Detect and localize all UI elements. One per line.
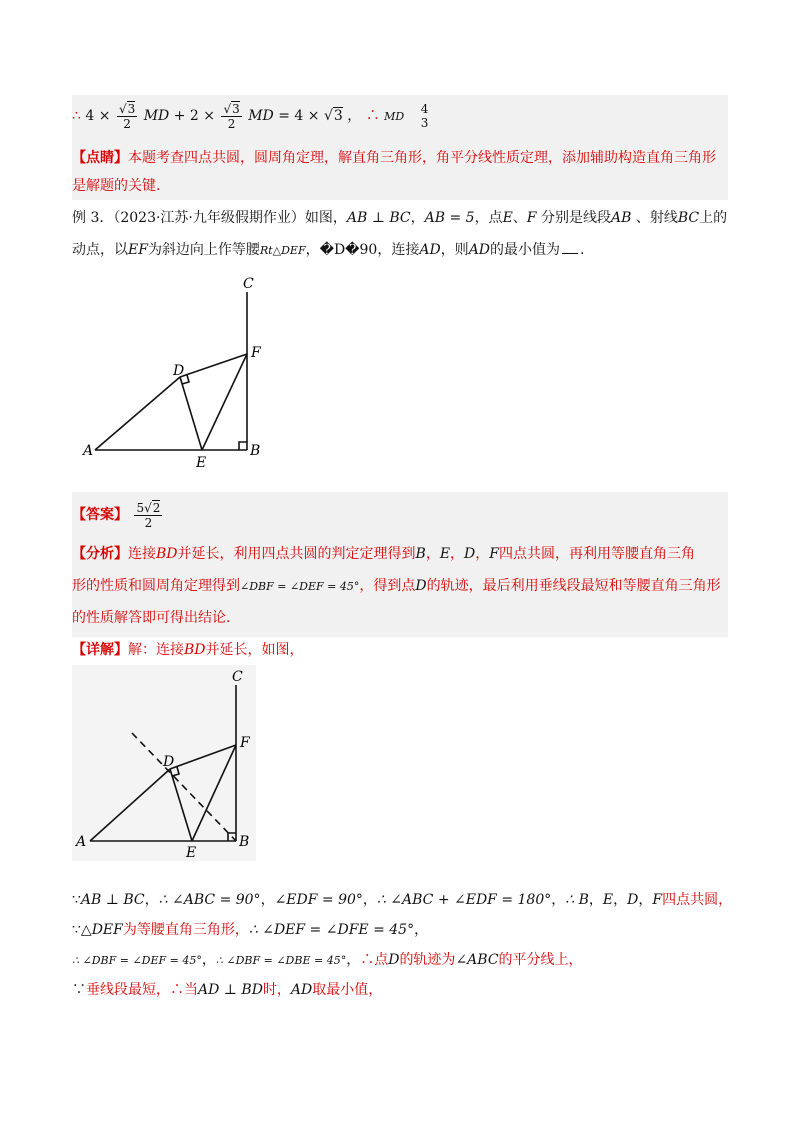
p1-e: E (602, 892, 614, 908)
p1-angle-edf: ∠EDF = 90° (274, 892, 363, 908)
den-2-b: 2 (227, 116, 236, 131)
fig1-line-de (180, 377, 202, 450)
p1-sep-4: ， (551, 892, 566, 908)
p3-d: D (388, 952, 400, 968)
dianjing-line-2 (72, 176, 160, 196)
fig1-label-f: F (251, 345, 261, 361)
ex-text-ray: 、射线 (631, 210, 678, 226)
md-term-b: MD (248, 108, 274, 124)
an-sep-2: ， (450, 546, 465, 562)
p3-sep-2: ， (346, 952, 361, 968)
plus-sign: + (173, 108, 186, 124)
md-term-a: MD (143, 108, 170, 124)
p3-angle-abc: ∠ABC (455, 952, 499, 968)
p1-f: F (652, 892, 663, 908)
p3-text-locus: 的轨迹为 (399, 952, 456, 968)
analysis-line-1 (72, 544, 695, 564)
eq-coef-1: 4 (85, 108, 95, 124)
ex-text-min: 的最小值为 (490, 242, 561, 258)
ex-ad-2: AD (468, 242, 491, 258)
fig1-label-a: A (83, 443, 94, 459)
ex-text-segment: 分别是线段 (536, 210, 611, 226)
ex-text-then: ，则 (440, 242, 469, 258)
p3-angle-dbf-dbe: ∴ ∠DBF = ∠DBE = 45° (215, 954, 347, 967)
dianjing-text-1: 本题考查四点共圆，圆周角定理，解直角三角形，角平分线性质定理，添加辅助构造直角三角形 (128, 150, 716, 166)
fig2-line-ad (90, 769, 170, 841)
p3-text-point: ∴点 (360, 952, 389, 968)
eq-coef-2: 2 (189, 108, 199, 124)
ab-perp-bc: AB ⊥ BC (346, 210, 411, 226)
p1-ab-perp: AB ⊥ BC (80, 892, 145, 908)
fig2-label-f: F (240, 735, 250, 751)
fig1-label-c: C (243, 276, 254, 292)
ex-garbled-angle: �D�90 (319, 242, 378, 258)
ex-text-on: 上的 (699, 210, 728, 226)
p1-sep-6: ， (613, 892, 628, 908)
p2-sep: ， (414, 922, 429, 938)
answer-coef-5: 5 (136, 500, 145, 515)
p2-angle-eq: ∴ ∠DEF = ∠DFE = 45° (248, 922, 415, 938)
fig1-line-ef (202, 354, 247, 450)
ex-ef: EF (128, 242, 148, 258)
fig2-label-b: B (239, 834, 250, 850)
an-angle-eq: ∠DBF = ∠DEF = 45° (240, 580, 360, 593)
example-line-2 (72, 240, 584, 261)
den-3: 3 (420, 116, 429, 130)
an-f: F (489, 546, 499, 562)
ex-f: F (526, 210, 537, 226)
ex-text-hypotenuse: 为斜边向上作等腰 (147, 242, 260, 258)
sqrt-3-a: 3 (127, 101, 136, 116)
an-b: B (415, 546, 426, 562)
p4-ad-perp-bd: AD ⊥ BD (198, 982, 263, 998)
an-connect: 连接 (128, 546, 156, 562)
ex-rt-def: Rt△DEF (259, 244, 306, 257)
proof-line-3 (72, 950, 583, 971)
fraction-sqrt3-over-2-a: $\frac{√3}{2}$ (118, 101, 136, 131)
p3-text-bisector: 的平分线上， (498, 952, 583, 968)
therefore-symbol: ∴ (72, 108, 81, 124)
ab-equals-5: AB = 5 (424, 210, 475, 226)
answer-tag: 【答案】 (72, 507, 128, 523)
fraction-sqrt3-over-2-b: $\frac{√3}{2}$ (223, 101, 240, 131)
fig1-right-angle-b (239, 442, 247, 450)
num-4: 4 (420, 102, 429, 116)
ex-text-point: ，点 (474, 210, 503, 226)
fig1-label-e: E (196, 455, 207, 471)
p1-concyclic: 四点共圆， (662, 892, 733, 908)
ex-text-moving: 动点，以 (72, 242, 128, 258)
an-sep-3: ， (475, 546, 490, 562)
ex-period: . (580, 242, 585, 258)
p4-ad: AD (290, 982, 313, 998)
p1-sep-3: ， (362, 892, 377, 908)
rhs-term: 4 × (294, 108, 324, 124)
answer-den-2: 2 (144, 515, 153, 530)
proof-line-2 (72, 920, 428, 940)
times-2: × (203, 108, 215, 124)
fig2-label-a: A (76, 834, 87, 850)
p1-because: ∵ (72, 892, 81, 908)
ex-text-connect: ，连接 (377, 242, 420, 258)
p1-sep-5: ， (588, 892, 603, 908)
p1-angle-sum: ∴ ∠ABC + ∠EDF = 180° (376, 892, 552, 908)
answer-fraction: $\frac{5√2}{2}$ (136, 500, 161, 530)
dianjing-text-2: 是解题的关键. (72, 178, 161, 194)
detail-line (72, 640, 304, 660)
dianjing-line-1 (72, 148, 716, 168)
an-text-6: 的性质解答即可得出结论. (72, 610, 231, 626)
detail-text-1: 解：连接 (128, 642, 184, 658)
figure-1 (80, 275, 280, 475)
p3-sep-1: ， (201, 952, 216, 968)
answer-line (72, 497, 164, 533)
proof-line-4 (72, 980, 382, 1000)
fig1-label-d: D (173, 363, 185, 379)
p2-because: ∵ (72, 922, 81, 938)
analysis-line-2 (72, 576, 721, 597)
p2-isosceles-text: 为等腰直角三角形， (122, 922, 249, 938)
p1-angle-abc: ∴ ∠ABC = 90° (158, 892, 261, 908)
p1-sep-7: ， (638, 892, 653, 908)
fig2-line-de (170, 769, 192, 841)
an-d-2: D (415, 578, 427, 594)
rhs-sqrt-3: 3 (333, 108, 343, 124)
comma-1: ， (347, 108, 362, 124)
p1-b: ∴ B (565, 892, 589, 908)
ex-ad: AD (419, 242, 441, 258)
ex-sep-2: 、 (512, 210, 527, 226)
answer-blank (562, 241, 578, 254)
answer-sqrt-2: 2 (152, 500, 161, 515)
an-text-1: 并延长，利用四点共圆的判定定理得到 (177, 546, 416, 562)
p1-sep-1: ， (144, 892, 159, 908)
therefore-symbol-2: ∴ (365, 108, 380, 124)
den-2-a: 2 (123, 116, 131, 131)
dianjing-tag: 【点睛】 (72, 150, 128, 166)
p4-text-min: 取最小值， (312, 982, 383, 998)
fig2-label-e: E (186, 845, 197, 861)
fig1-line-ad (95, 377, 180, 450)
ex-sep-1: ， (410, 210, 425, 226)
p2-triangle-def: △DEF (80, 922, 123, 938)
detail-tag: 【详解】 (72, 642, 128, 658)
fig2-label-c: C (232, 669, 243, 685)
p4-text-shortest: 垂线段最短，∴当 (86, 982, 198, 998)
ex-e: E (502, 210, 513, 226)
fraction-4-over-3 (419, 102, 431, 130)
an-d: D (464, 546, 476, 562)
an-bd: BD (156, 546, 178, 562)
example-line-1 (72, 208, 727, 228)
ex-bc: BC (677, 210, 700, 226)
sqrt-3-b: 3 (232, 101, 240, 116)
p4-because: ∵ (72, 982, 86, 998)
p1-d: D (627, 892, 639, 908)
fig1-label-b: B (250, 443, 261, 459)
detail-bd: BD (184, 642, 206, 658)
fig2-dashed-bd-extension (132, 733, 236, 841)
equals-sign: = (278, 108, 290, 124)
an-text-2: 四点共圆，再利用等腰直角三角 (499, 546, 695, 562)
ex-ab: AB (610, 210, 632, 226)
an-text-3: 形的性质和圆周角定理得到 (72, 578, 240, 594)
analysis-line-3 (72, 608, 230, 628)
fig1-line-df (180, 354, 247, 377)
figure-2 (72, 665, 256, 861)
equation-line: ∴ 4 × $\frac{√3}{2}$ MD + 2 × $\frac{√3}{2}$ MD = 4 × √3 ， ∴ MD 4 3 (72, 101, 429, 131)
an-text-4: ，得到点 (359, 578, 416, 594)
fig2-label-d: D (163, 754, 175, 770)
proof-line-1 (72, 890, 732, 910)
an-e: E (439, 546, 451, 562)
detail-text-2: 并延长，如图， (205, 642, 304, 658)
example-intro: 例 3．（2023·江苏·九年级假期作业）如图， (72, 210, 347, 226)
an-sep-1: ， (425, 546, 440, 562)
ex-sep-3: ， (305, 242, 320, 258)
p3-angle-dbf-def: ∴ ∠DBF = ∠DEF = 45° (72, 954, 202, 967)
p1-sep-2: ， (260, 892, 275, 908)
analysis-tag: 【分析】 (72, 546, 128, 562)
p4-text-when: 时， (262, 982, 291, 998)
an-text-5: 的轨迹，最后利用垂线段最短和等腰直角三角形 (426, 578, 721, 594)
md-result-var: MD (384, 110, 405, 123)
times-1: × (98, 108, 111, 124)
